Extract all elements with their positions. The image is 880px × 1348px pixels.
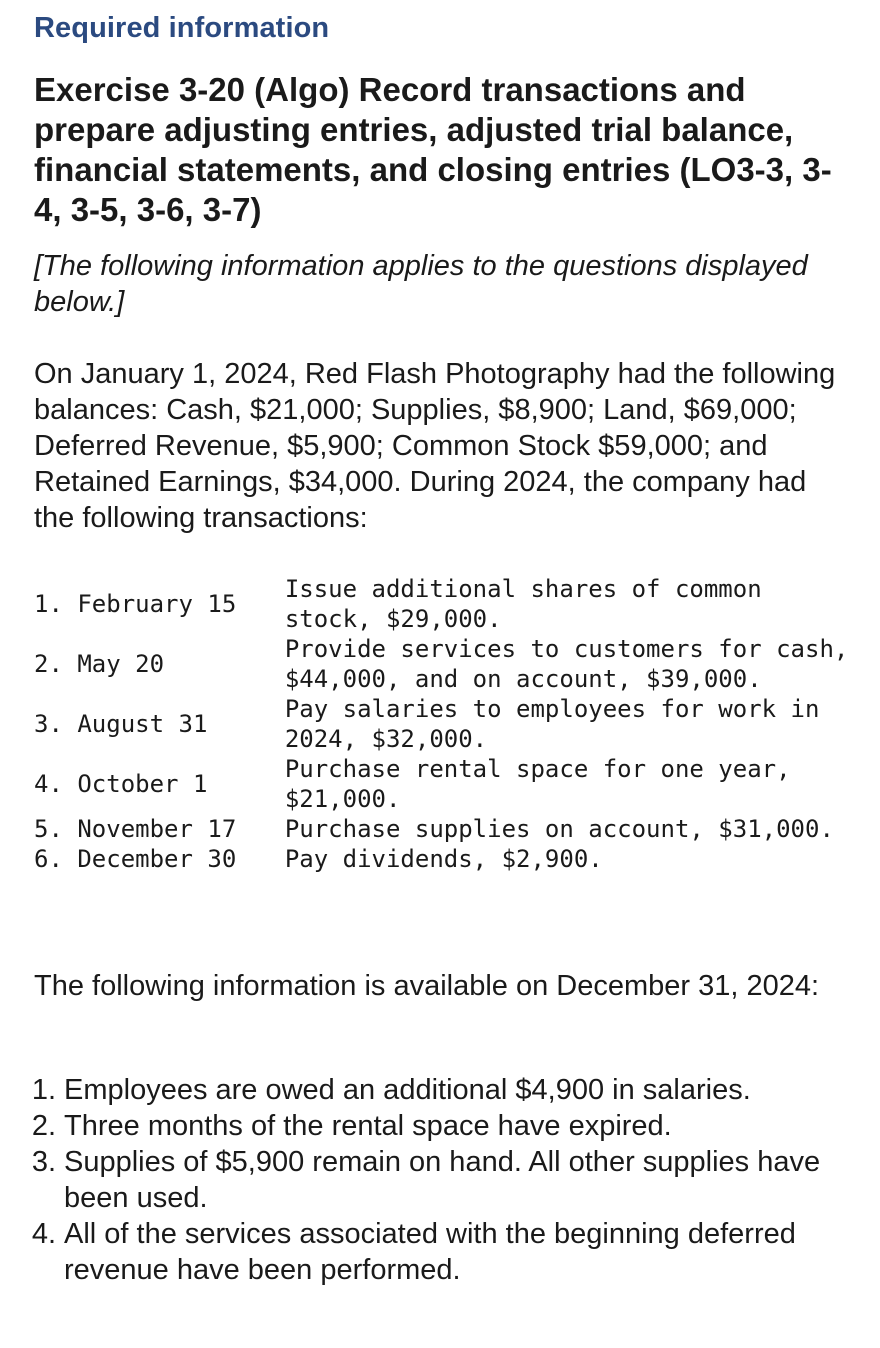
- list-item-text: Supplies of $5,900 remain on hand. All other supplies have been used.: [64, 1146, 821, 1214]
- transaction-row: [34, 754, 854, 814]
- intro-paragraph: On January 1, 2024, Red Flash Photography had the following balances: Cash, $21,000; Supplies, $8,900; Land, $69,000; Deferred Revenue, $5,900; Common Stock $59,000; and Retained Earnings, $34,000. During 2024, the company had the following transactions:: [34, 358, 836, 534]
- transaction-description: Issue additional shares of common stock, $29,000.: [284, 575, 762, 633]
- list-item: [22, 1108, 832, 1144]
- required-information-heading: Required information: [34, 12, 330, 44]
- list-item: [22, 1216, 832, 1288]
- available-info-paragraph: The following information is available on December 31, 2024:: [34, 970, 820, 1002]
- list-item-text: Three months of the rental space have expired.: [64, 1110, 672, 1142]
- transaction-description: Provide services to customers for cash, $44,000, and on account, $39,000.: [284, 635, 849, 693]
- transaction-description: Purchase supplies on account, $31,000.: [284, 815, 834, 843]
- adjustments-list: [22, 1072, 832, 1288]
- info-note: [The following information applies to the questions displayed below.]: [34, 250, 808, 318]
- list-item-number: 2.: [31, 1110, 56, 1142]
- list-item: [22, 1072, 832, 1108]
- list-item-text: All of the services associated with the beginning deferred revenue have been performed.: [64, 1218, 796, 1286]
- transaction-row: [34, 694, 854, 754]
- list-item-number: 1.: [31, 1074, 56, 1106]
- transaction-date: 1. February 15: [34, 590, 237, 618]
- exercise-title: Exercise 3-20 (Algo) Record transactions and prepare adjusting entries, adjusted trial balance, financial statements, and closing entries (LO3-3, 3-4, 3-5, 3-6, 3-7): [34, 71, 832, 228]
- list-item-number: 4.: [31, 1218, 56, 1250]
- transaction-description: Pay dividends, $2,900.: [284, 845, 603, 873]
- transaction-row: [34, 844, 854, 874]
- transaction-description: Purchase rental space for one year, $21,000.: [284, 755, 791, 813]
- transaction-date: 6. December 30: [34, 845, 237, 873]
- transaction-date: 3. August 31: [34, 710, 208, 738]
- list-item-text: Employees are owed an additional $4,900 in salaries.: [64, 1074, 751, 1106]
- list-item-number: 3.: [31, 1146, 56, 1178]
- list-item: [22, 1144, 832, 1216]
- transaction-row: [34, 634, 854, 694]
- transactions-table: [34, 574, 854, 874]
- transaction-date: 2. May 20: [34, 650, 165, 678]
- transaction-row: [34, 574, 854, 634]
- transaction-date: 4. October 1: [34, 770, 208, 798]
- transaction-description: Pay salaries to employees for work in 2024, $32,000.: [284, 695, 820, 753]
- transaction-row: [34, 814, 854, 844]
- transaction-date: 5. November 17: [34, 815, 237, 843]
